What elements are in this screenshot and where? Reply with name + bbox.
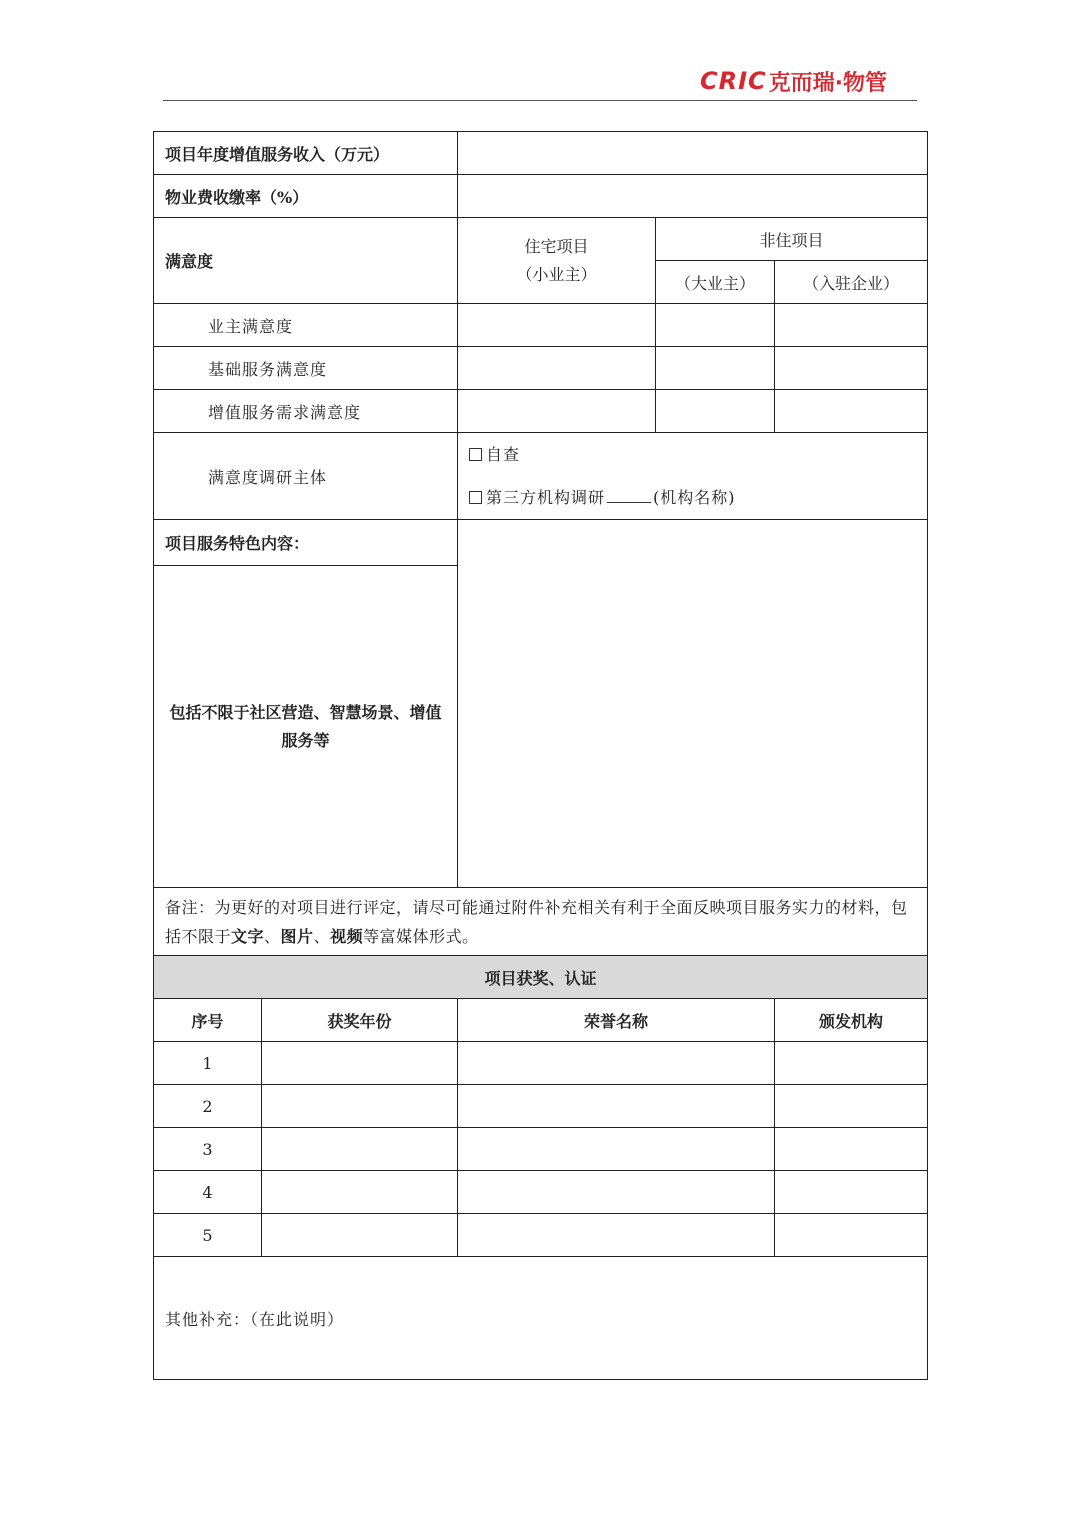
big-owner-header: （大业主）: [656, 261, 775, 304]
award-honor-field[interactable]: [458, 1128, 775, 1171]
logo-cric-text: CRIC: [700, 67, 767, 95]
table-row: [154, 1085, 928, 1128]
award-year-field[interactable]: [262, 1171, 458, 1214]
checkbox-icon[interactable]: [469, 491, 482, 504]
award-index: 3: [154, 1128, 262, 1171]
value-added-big-owner-field[interactable]: [656, 390, 775, 433]
option-self-label: 自查: [486, 445, 521, 464]
survey-subject-options: [458, 433, 928, 520]
award-index: 2: [154, 1085, 262, 1128]
note-suffix: 等富媒体形式。: [363, 926, 479, 946]
satisfaction-label: 满意度: [154, 218, 458, 304]
award-honor-field[interactable]: [458, 1214, 775, 1257]
award-issuer-field[interactable]: [775, 1171, 928, 1214]
collection-rate-field[interactable]: [458, 175, 928, 218]
collection-rate-label: 物业费收缴率（%）: [154, 175, 458, 218]
award-year-field[interactable]: [262, 1042, 458, 1085]
checkbox-icon[interactable]: [469, 448, 482, 461]
award-honor-field[interactable]: [458, 1042, 775, 1085]
annual-income-label: 项目年度增值服务收入（万元）: [154, 132, 458, 175]
award-issuer-field[interactable]: [775, 1085, 928, 1128]
tenant-header: （入驻企业）: [775, 261, 928, 304]
award-index: 1: [154, 1042, 262, 1085]
table-row: [154, 1171, 928, 1214]
features-content-field[interactable]: [458, 520, 928, 888]
award-honor-field[interactable]: [458, 1085, 775, 1128]
header-divider: [163, 100, 917, 101]
basic-service-residential-field[interactable]: [458, 347, 656, 390]
note-image: 图片: [280, 926, 314, 946]
awards-header-issuer: 颁发机构: [775, 999, 928, 1042]
option-third-party-suffix: (机构名称): [653, 488, 736, 507]
note-sep-1: 、: [264, 926, 281, 946]
value-added-residential-field[interactable]: [458, 390, 656, 433]
awards-header-year: 获奖年份: [262, 999, 458, 1042]
award-index: 4: [154, 1171, 262, 1214]
award-issuer-field[interactable]: [775, 1128, 928, 1171]
note: [154, 888, 928, 956]
annual-income-field[interactable]: [458, 132, 928, 175]
award-year-field[interactable]: [262, 1214, 458, 1257]
logo-cn-text: 克而瑞·物管: [768, 70, 887, 96]
award-issuer-field[interactable]: [775, 1214, 928, 1257]
table-row: [154, 1128, 928, 1171]
table-row: [154, 1042, 928, 1085]
basic-service-tenant-field[interactable]: [775, 347, 928, 390]
value-added-tenant-field[interactable]: [775, 390, 928, 433]
award-issuer-field[interactable]: [775, 1042, 928, 1085]
residential-title: 住宅项目: [524, 236, 589, 256]
owner-satisfaction-tenant-field[interactable]: [775, 304, 928, 347]
basic-service-satisfaction-label: 基础服务满意度: [154, 347, 458, 390]
residential-sub: （小业主）: [516, 264, 597, 284]
table-row: [154, 1214, 928, 1257]
residential-header: [458, 218, 656, 304]
value-added-satisfaction-label: 增值服务需求满意度: [154, 390, 458, 433]
option-third-party[interactable]: [469, 476, 927, 519]
cric-logo: [700, 64, 887, 98]
note-sep-2: 、: [313, 926, 331, 946]
option-third-party-label: 第三方机构调研: [486, 488, 606, 507]
option-self[interactable]: [469, 433, 927, 476]
note-text: 文字: [231, 926, 265, 946]
application-form-table: [153, 131, 928, 1380]
award-year-field[interactable]: [262, 1085, 458, 1128]
award-honor-field[interactable]: [458, 1171, 775, 1214]
other-supplement-field[interactable]: [154, 1257, 928, 1380]
basic-service-big-owner-field[interactable]: [656, 347, 775, 390]
award-index: 5: [154, 1214, 262, 1257]
owner-satisfaction-label: 业主满意度: [154, 304, 458, 347]
agency-name-blank[interactable]: [607, 490, 651, 503]
features-description: 包括不限于社区营造、智慧场景、增值服务等: [154, 566, 458, 888]
survey-subject-label: 满意度调研主体: [154, 433, 458, 520]
other-supplement-label: 其他补充：（在此说明）: [165, 1309, 345, 1329]
owner-satisfaction-big-owner-field[interactable]: [656, 304, 775, 347]
features-title: 项目服务特色内容：: [154, 520, 458, 566]
awards-header-honor: 荣誉名称: [458, 999, 775, 1042]
award-year-field[interactable]: [262, 1128, 458, 1171]
awards-header-index: 序号: [154, 999, 262, 1042]
note-prefix: 备注：为更好的对项目进行评定，请尽可能通过附件补充相关有利于全面反映项目服务实力的材料，包括不限于: [165, 897, 908, 946]
non-residential-header: 非住项目: [656, 218, 928, 261]
awards-section-title: 项目获奖、认证: [154, 956, 928, 999]
note-video: 视频: [330, 926, 364, 946]
owner-satisfaction-residential-field[interactable]: [458, 304, 656, 347]
